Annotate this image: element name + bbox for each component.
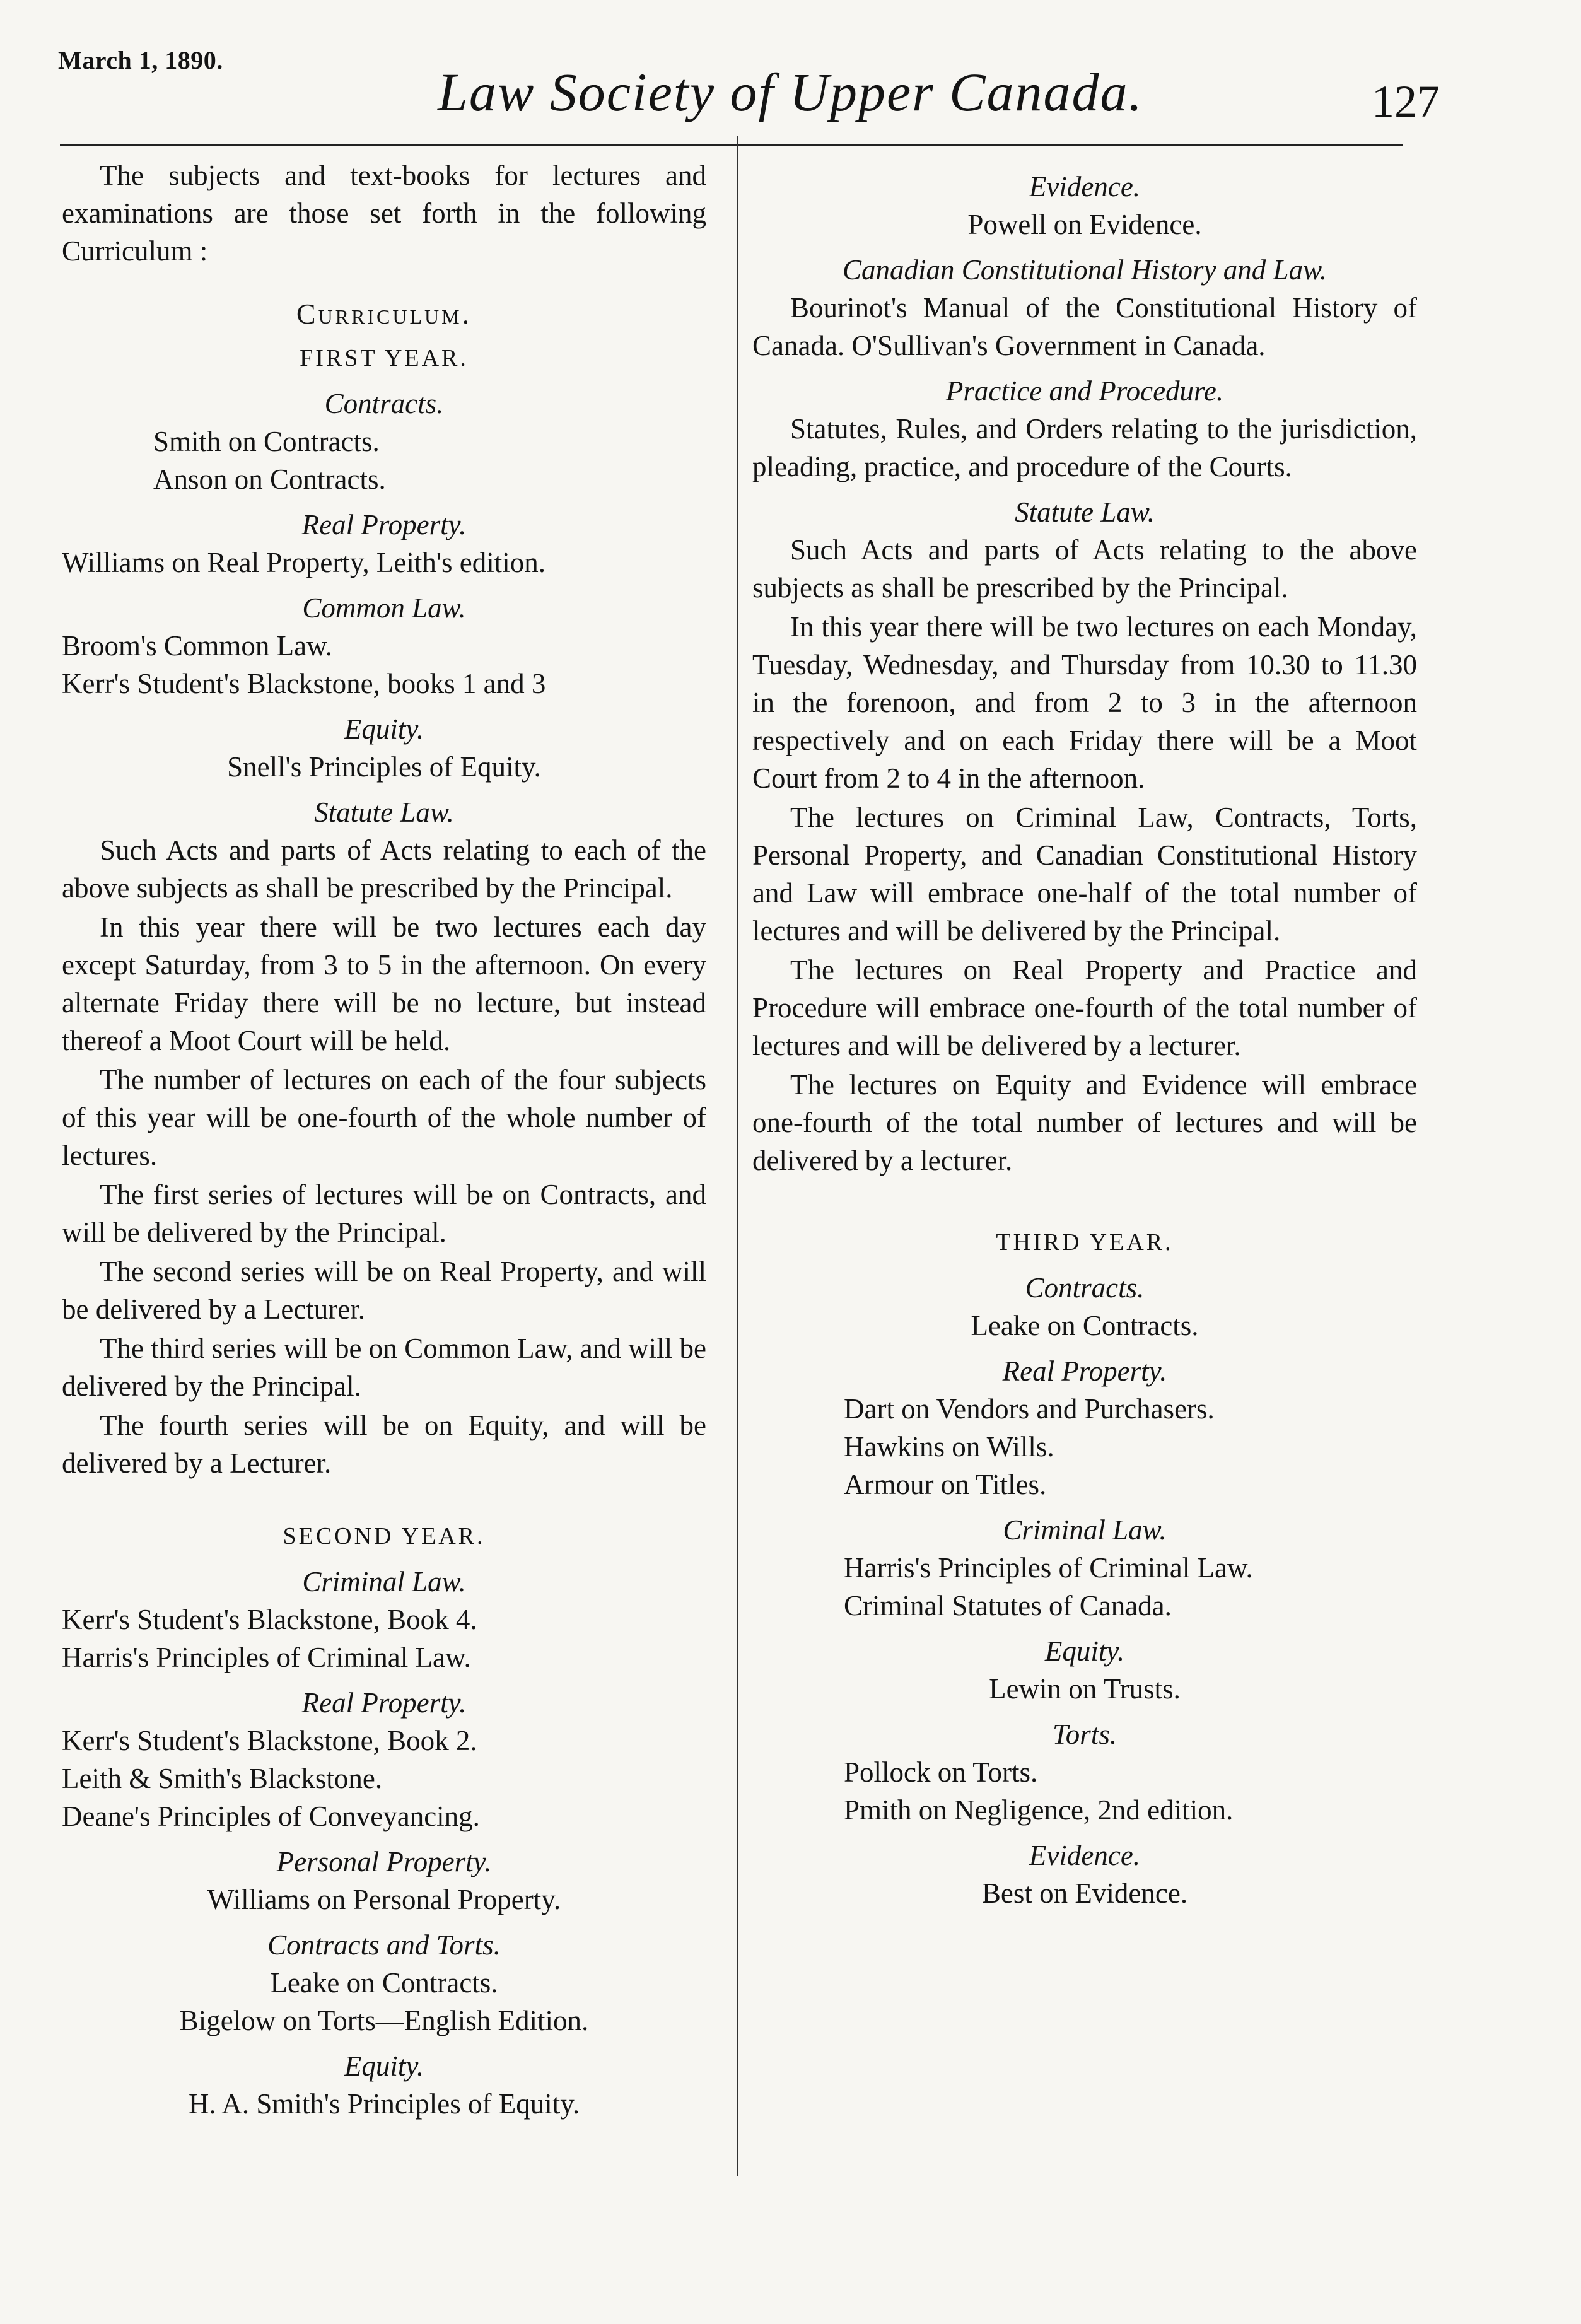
right-column	[752, 156, 1417, 1912]
body-paragraph: The lectures on Criminal Law, Contracts, Torts, Personal Property, and Canadian Constitutional History and Law will embrace one-half of the total number of lectures and will be delivered by the Principal.	[752, 802, 1417, 947]
book-item: Broom's Common Law.	[62, 630, 332, 662]
body-paragraph: The fourth series will be on Equity, and will be delivered by a Lecturer.	[62, 1410, 706, 1479]
subject-heading-personal-property: Personal Property.	[276, 1846, 492, 1877]
constitutional-text: Bourinot's Manual of the Constitutional History of Canada. O'Sullivan's Government in Canada.	[752, 292, 1417, 361]
subject-heading-equity: Equity.	[1044, 1635, 1125, 1667]
book-item: Kerr's Student's Blackstone, Book 2.	[62, 1725, 477, 1756]
book-item: Williams on Personal Property.	[207, 1884, 561, 1915]
book-item: Leake on Contracts.	[971, 1310, 1199, 1341]
book-item: H. A. Smith's Principles of Equity.	[188, 2088, 580, 2120]
body-paragraph: The third series will be on Common Law, and will be delivered by the Principal.	[62, 1333, 706, 1402]
book-item: Snell's Principles of Equity.	[227, 751, 541, 783]
subject-heading-evidence: Evidence.	[1029, 1840, 1141, 1871]
column-divider	[737, 136, 738, 2176]
page-number: 127	[1372, 76, 1440, 127]
subject-heading-practice: Practice and Procedure.	[945, 375, 1224, 407]
body-paragraph: The lectures on Real Property and Practice and Procedure will embrace one-fourth of the total number of lectures and will be delivered by a lecturer.	[752, 954, 1417, 1061]
book-item: Pmith on Negligence, 2nd edition.	[844, 1794, 1234, 1826]
book-item: Smith on Contracts.	[153, 426, 380, 457]
subject-heading-criminal-law: Criminal Law.	[1003, 1514, 1167, 1546]
curriculum-heading: Curriculum.	[296, 298, 472, 330]
book-item: Armour on Titles.	[844, 1469, 1047, 1500]
subject-heading-evidence: Evidence.	[1029, 171, 1141, 202]
page-header	[0, 0, 1581, 164]
book-item: Leake on Contracts.	[270, 1967, 498, 1999]
body-paragraph: The number of lectures on each of the four subjects of this year will be one-fourth of the whole number of lectures.	[62, 1064, 706, 1171]
subject-heading-contracts: Contracts.	[1025, 1272, 1145, 1304]
practice-text: Statutes, Rules, and Orders relating to the jurisdiction, pleading, practice, and procedure of the Courts.	[752, 413, 1417, 482]
book-item: Best on Evidence.	[981, 1877, 1188, 1909]
book-item: Hawkins on Wills.	[844, 1431, 1054, 1463]
book-item: Powell on Evidence.	[967, 209, 1202, 240]
subject-heading-real-property: Real Property.	[301, 509, 467, 540]
subject-heading-contracts: Contracts.	[324, 388, 444, 419]
book-list-torts	[752, 1753, 1417, 1829]
body-paragraph: The first series of lectures will be on Contracts, and will be delivered by the Principal.	[62, 1179, 706, 1248]
book-item: Leith & Smith's Blackstone.	[62, 1763, 383, 1794]
subject-heading-equity: Equity.	[344, 2050, 424, 2082]
subject-heading-contracts-torts: Contracts and Torts.	[267, 1929, 501, 1961]
book-item: Lewin on Trusts.	[989, 1673, 1181, 1705]
subject-heading-real-property: Real Property.	[1002, 1355, 1167, 1387]
book-item: Criminal Statutes of Canada.	[844, 1590, 1172, 1621]
second-year-heading: SECOND YEAR.	[283, 1523, 486, 1550]
book-item: Harris's Principles of Criminal Law.	[62, 1642, 471, 1673]
book-list-criminal-law	[752, 1549, 1417, 1625]
book-item: Kerr's Student's Blackstone, Book 4.	[62, 1604, 477, 1635]
left-column	[62, 156, 706, 2123]
header-rule	[60, 144, 1403, 146]
book-item: Williams on Real Property, Leith's edition.	[62, 547, 545, 578]
body-paragraph: In this year there will be two lectures each day except Saturday, from 3 to 5 in the afternoon. On every alternate Friday there will be no lecture, but instead thereof a Moot Court will be held.	[62, 911, 706, 1056]
subject-heading-statute-law: Statute Law.	[314, 797, 454, 828]
subject-heading-criminal-law: Criminal Law.	[302, 1566, 466, 1597]
subject-heading-equity: Equity.	[344, 713, 424, 745]
first-year-heading: FIRST YEAR.	[300, 345, 469, 371]
subject-heading-constitutional: Canadian Constitutional History and Law.	[842, 254, 1327, 286]
statute-law-text: Such Acts and parts of Acts relating to each of the above subjects as shall be prescribed by the Principal.	[62, 834, 706, 904]
running-title: Law Society of Upper Canada.	[438, 62, 1143, 122]
subject-heading-statute-law: Statute Law.	[1015, 496, 1155, 528]
book-item: Dart on Vendors and Purchasers.	[844, 1393, 1215, 1425]
body-paragraph: The lectures on Equity and Evidence will embrace one-fourth of the total number of lectures and will be delivered by a lecturer.	[752, 1069, 1417, 1176]
body-paragraph: The second series will be on Real Property, and will be delivered by a Lecturer.	[62, 1256, 706, 1325]
book-item: Harris's Principles of Criminal Law.	[844, 1552, 1253, 1584]
third-year-heading: THIRD YEAR.	[996, 1229, 1174, 1256]
book-item: Anson on Contracts.	[153, 464, 386, 495]
book-item: Bigelow on Torts—English Edition.	[179, 2005, 589, 2036]
subject-heading-common-law: Common Law.	[302, 592, 466, 624]
book-item: Kerr's Student's Blackstone, books 1 and 3	[62, 668, 546, 699]
intro-paragraph: The subjects and text-books for lectures and examinations are those set forth in the following Curriculum :	[62, 160, 706, 267]
issue-date: March 1, 1890.	[58, 46, 223, 74]
book-list-contracts	[62, 423, 706, 498]
body-paragraph: In this year there will be two lectures on each Monday, Tuesday, Wednesday, and Thursday from 10.30 to 11.30 in the forenoon, and from 2 to 3 in the afternoon respectively and on each Friday there will be a Moot Court from 2 to 4 in the afternoon.	[752, 611, 1417, 794]
book-list-real-property	[752, 1390, 1417, 1504]
subject-heading-real-property: Real Property.	[301, 1687, 467, 1719]
book-item: Pollock on Torts.	[844, 1756, 1038, 1788]
statute-law-text: Such Acts and parts of Acts relating to the above subjects as shall be prescribed by the Principal.	[752, 534, 1417, 604]
book-item: Deane's Principles of Conveyancing.	[62, 1801, 480, 1832]
subject-heading-torts: Torts.	[1052, 1719, 1117, 1750]
